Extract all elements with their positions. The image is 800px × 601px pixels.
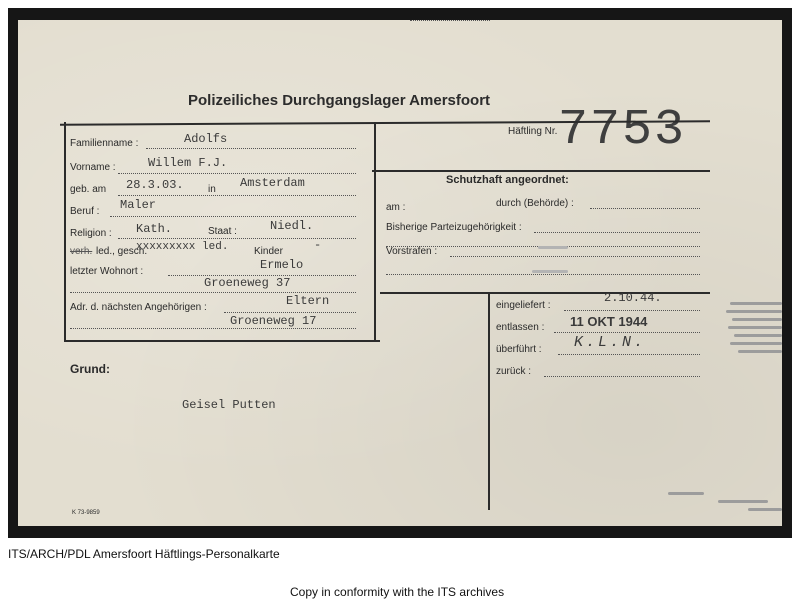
vorstrafen-line-2 [386,274,700,275]
movement-box-divider [488,292,490,510]
wohnort-street-line [70,292,356,293]
scan-smudge [738,350,782,353]
am-label: am : [386,202,406,213]
entlassen-label: entlassen : [496,322,545,333]
familienname-line [146,148,356,149]
geb-place-value: Amsterdam [240,176,305,190]
familienname-label: Familienname : [70,138,139,149]
entlassen-stamp: 11 OKT 1944 [570,314,648,329]
eingeliefert-label: eingeliefert : [496,300,551,311]
angehoerige-street-line [70,328,356,329]
vorname-value: Willem F.J. [148,156,228,170]
scan-smudge [668,492,704,495]
haeftling-number: 7753 [558,102,687,159]
beruf-line [110,216,356,217]
partei-label: Bisherige Parteizugehörigkeit : [386,222,522,233]
prisoner-card [18,20,782,526]
ueberfuehrt-value: K.L.N. [574,334,647,351]
scan-smudge [538,246,568,249]
scan-smudge [734,334,782,337]
vorname-line [118,173,356,174]
left-box-divider [374,122,376,342]
grund-label: Grund: [70,362,110,376]
haeftling-label: Häftling Nr. [508,126,558,137]
scan-smudge [730,342,782,345]
angehoerige-value: Eltern [286,294,330,308]
zurueck-label: zurück : [496,366,532,377]
grund-value: Geisel Putten [182,398,276,412]
angehoerige-street-value: Groeneweg 17 [230,314,317,328]
geb-line [118,195,356,196]
wohnort-label: letzter Wohnort : [70,266,144,277]
right-upper-rule [372,170,710,172]
archive-caption: ITS/ARCH/PDL Amersfoort Häftlings-Personalkarte [8,547,280,561]
wohnort-city-value: Ermelo [260,258,304,272]
beruf-value: Maler [120,198,157,212]
scan-smudge [532,270,568,273]
scan-smudge [726,310,782,313]
geb-label: geb. am [70,184,107,195]
family-status-struck: verh. [70,246,93,257]
kinder-value: - [314,238,322,252]
am-line [410,20,490,21]
eingeliefert-value: 2.10.44. [604,291,662,305]
staat-value: Niedl. [270,219,314,233]
zurueck-line [544,376,700,377]
card-title: Polizeiliches Durchgangslager Amersfoort [188,92,491,109]
religion-label: Religion : [70,228,112,239]
vorstrafen-line [450,256,700,257]
kinder-label: Kinder [254,246,283,257]
ueberfuehrt-line [558,354,700,355]
scan-smudge [728,326,782,329]
wohnort-street-value: Groeneweg 37 [204,276,291,290]
left-box-left-edge [64,122,66,342]
vorstrafen-label: Vorstrafen : [386,246,438,257]
durch-line [590,208,700,209]
scan-smudge [718,500,768,503]
partei-line [534,232,700,233]
schutzhaft-label: Schutzhaft angeordnet: [446,174,569,186]
angehoerige-line [224,312,356,313]
entlassen-line [554,332,700,333]
left-box-bottom [66,340,380,342]
vorname-label: Vorname : [70,162,116,173]
form-code: K 73-9859 [72,510,100,516]
familienname-value: Adolfs [184,132,228,146]
family-status-label: led., gesch. [96,246,148,257]
scan-smudge [732,318,782,321]
staat-label: Staat : [208,226,237,237]
scan-smudge [748,508,782,511]
beruf-label: Beruf : [70,206,100,217]
religion-value: Kath. [136,222,173,236]
geb-date-value: 28.3.03. [126,178,184,192]
in-label: in [208,184,216,195]
conformity-caption: Copy in conformity with the ITS archives [290,585,505,599]
angehoerige-label: Adr. d. nächsten Angehörigen : [70,302,207,313]
eingeliefert-line [564,310,700,311]
scan-smudge [730,302,782,305]
ueberfuehrt-label: überführt : [496,344,542,355]
durch-label: durch (Behörde) : [496,198,574,209]
family-status-overtyped: xxxxxxxxx led. [136,241,229,253]
